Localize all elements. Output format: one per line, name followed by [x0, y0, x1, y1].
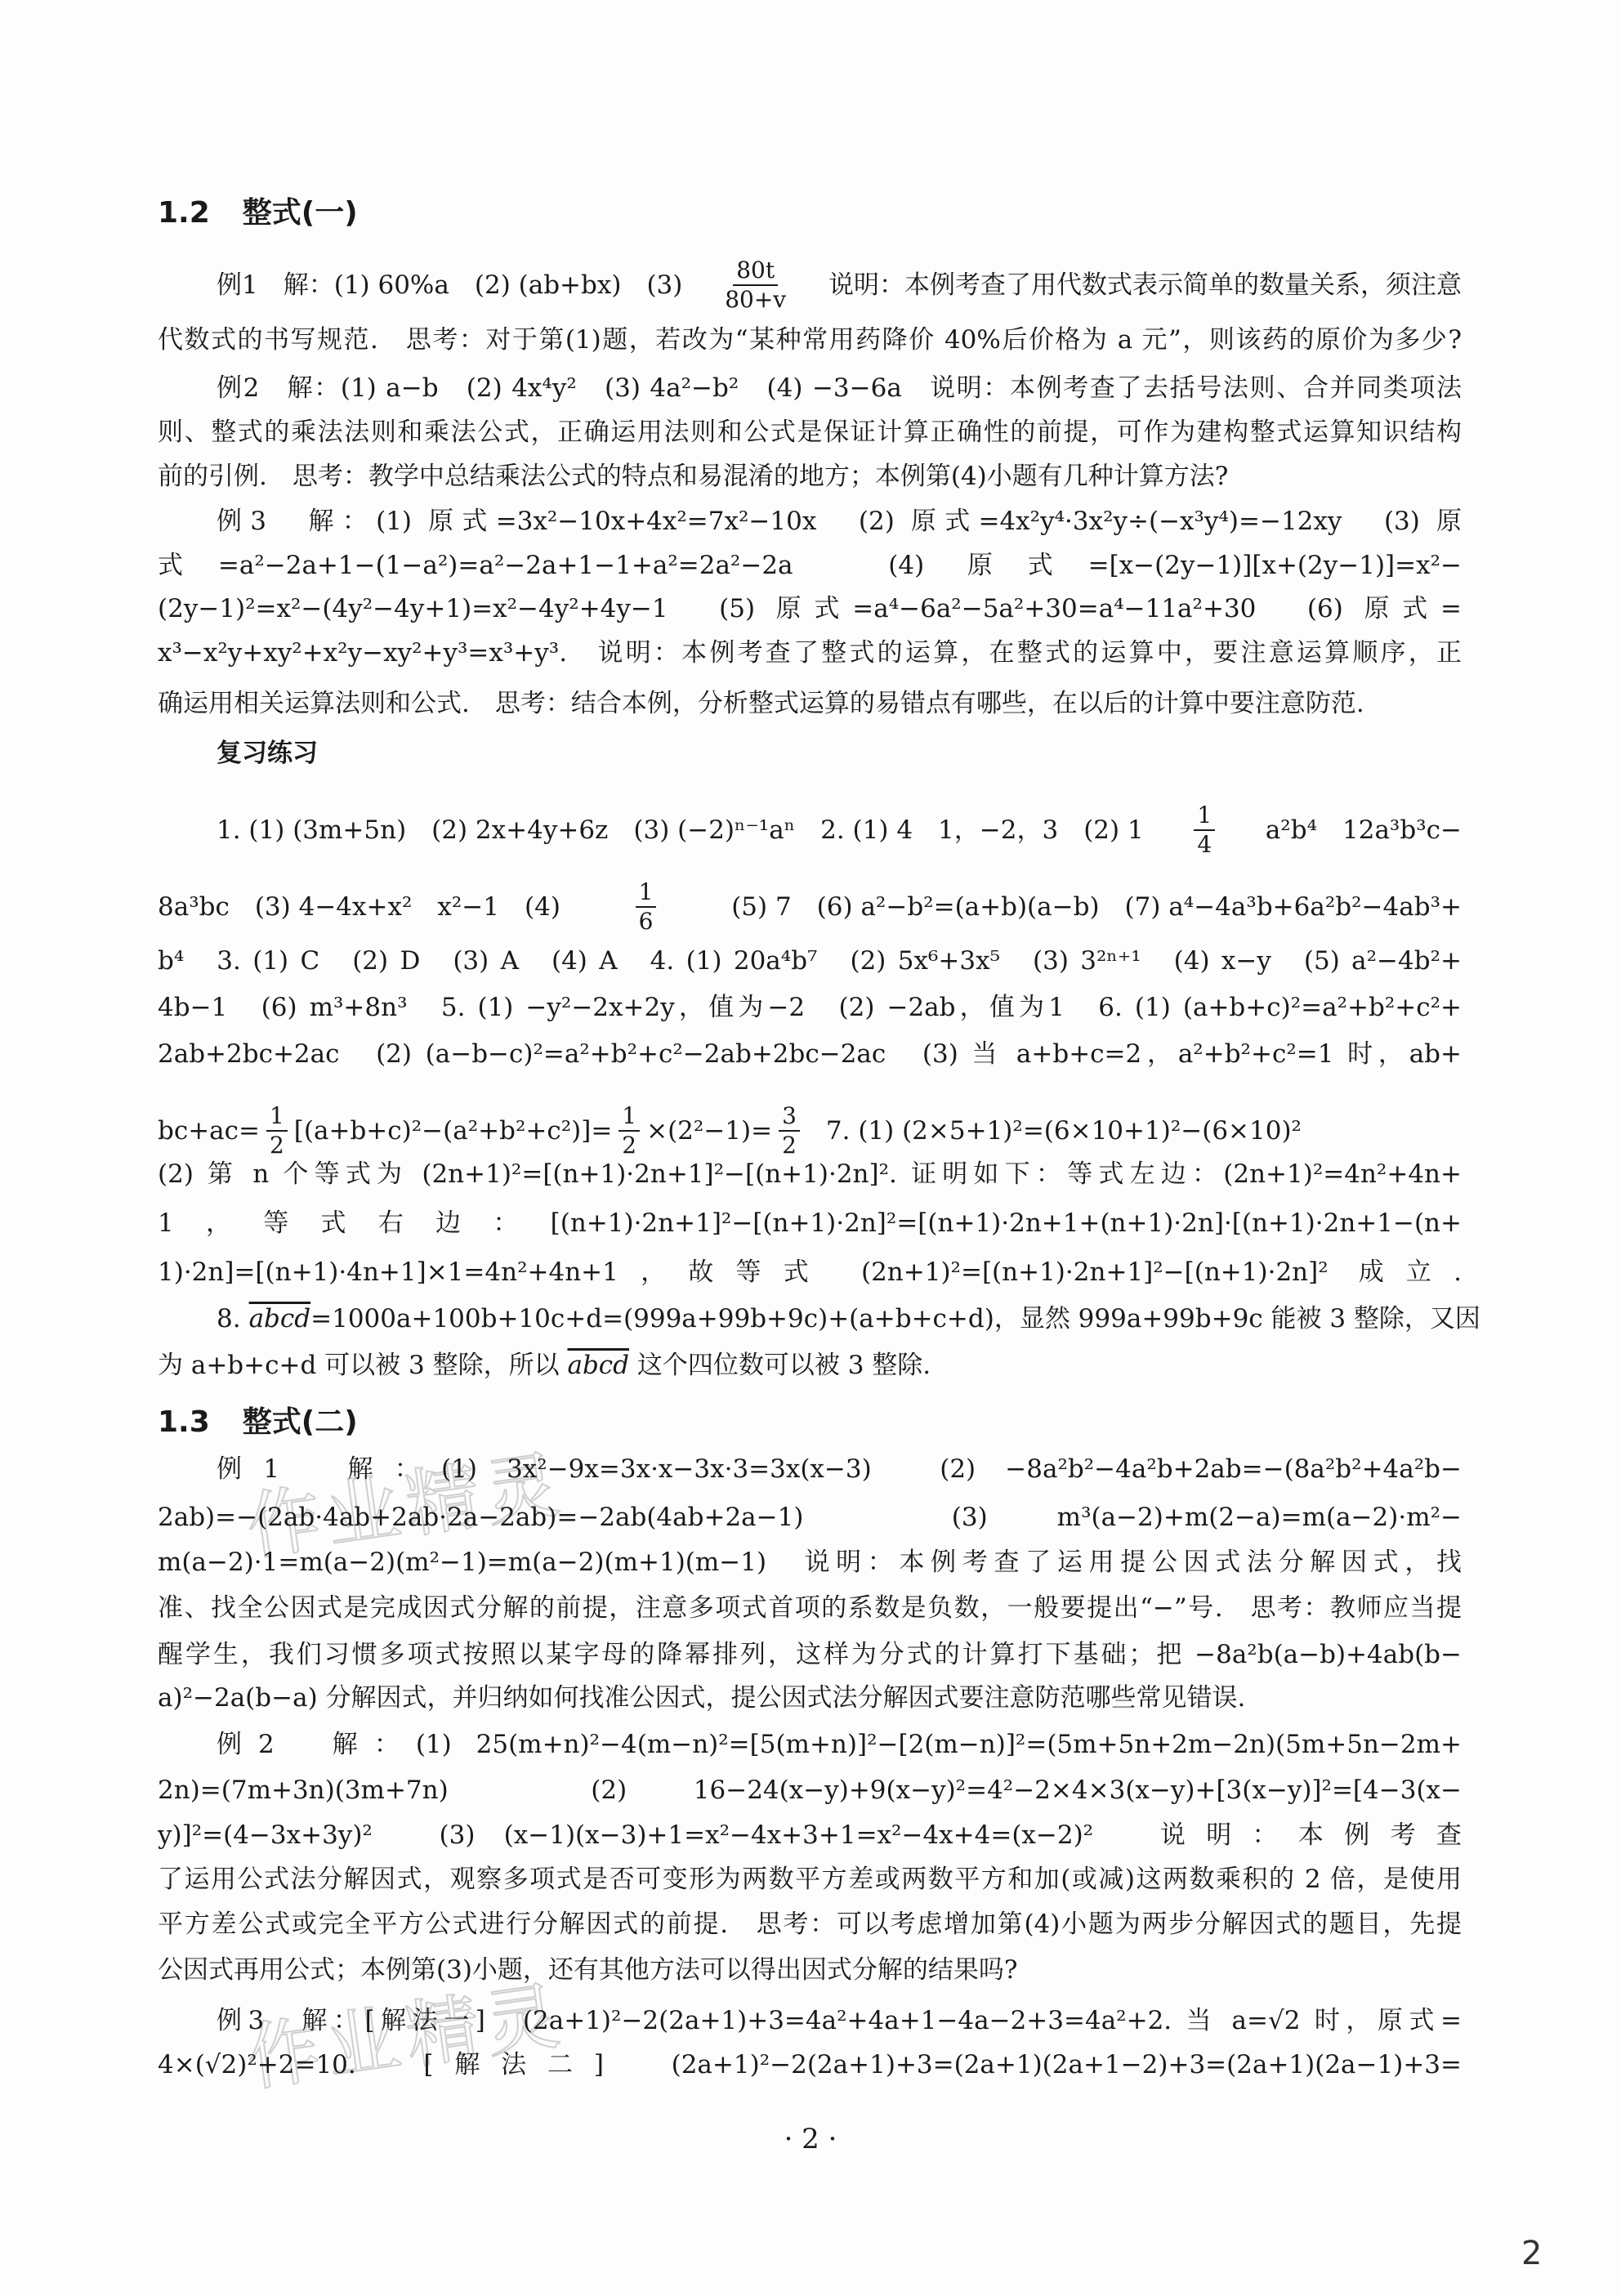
fraction [618, 1102, 640, 1159]
section-number: 1.3 [158, 1405, 210, 1439]
fraction [779, 1102, 800, 1159]
example-3-line: 例3 解：[解法一] (2a+1)²−2(2a+1)+3=4a²+4a+1−4a−2+3=4a²+2. 当 a=√2 时，原式= [217, 2006, 1462, 2035]
fraction [636, 878, 657, 936]
example-1-line: 例1 解：(1) 3x²−9x=3x·x−3x·3=3x(x−3) (2) −8a²b²−4a²b+2ab=−(8a²b²+4a²b− [217, 1454, 1462, 1484]
text: 7. (1) (2×5+1)²=(6×10+1)²−(6×10)² [825, 1116, 1302, 1146]
denominator: 2 [269, 1132, 284, 1159]
text-line: 式=a²−2a+1−(1−a²)=a²−2a+1−1+a²=2a²−2a (4) 原式=[x−(2y−1)][x+(2y−1)]=x²− [158, 551, 1462, 580]
text-line: (2y−1)²=x²−(4y²−4y+1)=x²−4y²+4y−1 (5) 原式=a⁴−6a²−5a²+30=a⁴−11a²+30 (6) 原式= [158, 594, 1462, 623]
review-line: b⁴ 3. (1) C (2) D (3) A (4) A 4. (1) 20a⁴b⁷ (2) 5x⁶+3x⁵ (3) 3²ⁿ⁺¹ (4) x−y (5) a²−4b²+ [158, 946, 1462, 976]
review-line: 1)·2n]=[(n+1)·4n+1]×1=4n²+4n+1，故等式 (2n+1)²=[(n+1)·2n+1]²−[(n+1)·2n]² 成立. [158, 1257, 1462, 1287]
fraction [266, 1102, 288, 1159]
text-line: 前的引例. 思考：教学中总结乘法公式的特点和易混淆的地方；本例第(4)小题有几种计算方法? [158, 462, 1229, 491]
example-2-line: 例2 解：(1) a−b (2) 4x⁴y² (3) 4a²−b² (4) −3−6a 说明：本例考查了去括号法则、合并同类项法 [217, 373, 1462, 403]
denominator: 4 [1197, 831, 1212, 858]
text: a²b⁴ 12a³b³c− [1265, 815, 1462, 845]
text-line: 平方差公式或完全平方公式进行分解因式的前提. 思考：可以考虑增加第(4)小题为两步分解因式的题目，先提 [158, 1910, 1462, 1939]
page-number: · 2 · [784, 2123, 837, 2155]
text: ×(2²−1)= [646, 1116, 773, 1146]
review-line: 1，等式右边：[(n+1)·2n+1]²−[(n+1)·2n]²=[(n+1)·2n+1+(n+1)·2n]·[(n+1)·2n+1−(n+ [158, 1208, 1462, 1238]
review-line [217, 802, 1462, 859]
text-line: a)²−2a(b−a) 分解因式，并归纳如何找准公因式，提公因式法分解因式要注意防范哪些常见错误. [158, 1683, 1246, 1713]
review-line [217, 1302, 1480, 1335]
numerator: 1 [618, 1102, 640, 1132]
section-heading-1-2 [158, 190, 358, 231]
example-3-line: 例3 解：(1) 原式=3x²−10x+4x²=7x²−10x (2) 原式=4x²y⁴·3x²y÷(−x³y⁴)=−12xy (3) 原 [217, 507, 1462, 536]
numerator: 1 [1194, 802, 1215, 831]
overlined-number: abcd [567, 1351, 630, 1380]
review-heading: 复习练习 [217, 739, 318, 768]
text: 8. [217, 1304, 241, 1333]
denominator: 2 [622, 1132, 637, 1159]
text-line: x³−x²y+xy²+x²y−xy²+y³=x³+y³. 说明：本例考查了整式的运算，在整式的运算中，要注意运算顺序，正 [158, 638, 1462, 668]
example-2-line: 例2 解：(1) 25(m+n)²−4(m−n)²=[5(m+n)]²−[2(m−n)]²=(5m+5n+2m−2n)(5m+5n−2m+ [217, 1730, 1462, 1759]
section-title: 整式(二) [242, 1405, 358, 1439]
section-title: 整式(一) [242, 196, 358, 230]
text: 这个四位数可以被 3 整除. [636, 1351, 931, 1380]
text: 为 a+b+c+d 可以被 3 整除，所以 [158, 1351, 560, 1380]
numerator: 3 [779, 1102, 800, 1132]
text: [(a+b+c)²−(a²+b²+c²)]= [293, 1116, 613, 1146]
review-line [158, 1102, 1302, 1159]
text: 8a³bc (3) 4−4x+x² x²−1 (4) [158, 892, 560, 922]
text: (5) 7 (6) a²−b²=(a+b)(a−b) (7) a⁴−4a³b+6a²b²−4ab³+ [731, 892, 1462, 922]
fraction [725, 257, 786, 314]
text-line: 了运用公式法分解因式，观察多项式是否可变形为两数平方差或两数平方和加(或减)这两数乘积的 2 倍，是使用 [158, 1865, 1462, 1894]
text: 1. (1) (3m+5n) (2) 2x+4y+6z (3) (−2)ⁿ⁻¹aⁿ 2. (1) 4 1，−2，3 (2) 1 [217, 815, 1144, 845]
text: 说明：本例考查了用代数式表示简单的数量关系，须注意 [828, 270, 1462, 300]
review-line [158, 878, 1462, 936]
text-line: 2ab)=−(2ab·4ab+2ab·2a−2ab)=−2ab(4ab+2a−1) (3) m³(a−2)+m(2−a)=m(a−2)·m²− [158, 1503, 1462, 1532]
review-line: 2ab+2bc+2ac (2) (a−b−c)²=a²+b²+c²−2ab+2bc−2ac (3) 当 a+b+c=2，a²+b²+c²=1 时，ab+ [158, 1039, 1462, 1069]
corner-page-number: 2 [1521, 2235, 1543, 2272]
example-1-line [217, 257, 1462, 314]
numerator: 1 [266, 1102, 288, 1132]
section-number: 1.2 [158, 196, 210, 230]
text-line: 4×(√2)²+2=10. [解法二] (2a+1)²−2(2a+1)+3=(2a+1)(2a+1−2)+3=(2a+1)(2a−1)+3= [158, 2050, 1462, 2079]
numerator: 1 [636, 878, 657, 908]
denominator: 2 [782, 1132, 797, 1159]
text: bc+ac= [158, 1116, 260, 1146]
section-heading-1-3 [158, 1399, 358, 1441]
text: =1000a+100b+10c+d=(999a+99b+9c)+(a+b+c+d)，显然 999a+99b+9c 能被 3 整除，又因 [310, 1304, 1480, 1333]
text-line: 2n)=(7m+3n)(3m+7n) (2) 16−24(x−y)+9(x−y)²=4²−2×4×3(x−y)+[3(x−y)]²=[4−3(x− [158, 1776, 1462, 1805]
watermark: 作业精灵 [241, 1972, 571, 2102]
text-line: 则、整式的乘法法则和乘法公式，正确运用法则和公式是保证计算正确性的前提，可作为建构整式运算知识结构 [158, 418, 1462, 447]
text-line: 公因式再用公式；本例第(3)小题，还有其他方法可以得出因式分解的结果吗? [158, 1955, 1018, 1985]
review-line: 4b−1 (6) m³+8n³ 5. (1) −y²−2x+2y，值为−2 (2) −2ab，值为1 6. (1) (a+b+c)²=a²+b²+c²+ [158, 993, 1462, 1022]
text-line: 醒学生，我们习惯多项式按照以某字母的降幂排列，这样为分式的计算打下基础；把 −8a²b(a−b)+4ab(b− [158, 1640, 1462, 1669]
denominator: 6 [638, 908, 654, 935]
text-line: y)]²=(4−3x+3y)² (3) (x−1)(x−3)+1=x²−4x+3+1=x²−4x+4=(x−2)² 说明：本例考查 [158, 1820, 1462, 1850]
text-line: 代数式的书写规范. 思考：对于第(1)题，若改为“某种常用药降价 40%后价格为 a 元”，则该药的原价为多少? [158, 325, 1462, 355]
text-line: 准、找全公因式是完成因式分解的前提，注意多项式首项的系数是负数，一般要提出“−”号. 思考：教师应当提 [158, 1593, 1462, 1623]
review-line [158, 1349, 1462, 1382]
overlined-number: abcd [248, 1304, 311, 1333]
watermark: 作业精灵 [241, 1441, 571, 1571]
text-line: m(a−2)·1=m(a−2)(m²−1)=m(a−2)(m+1)(m−1) 说明：本例考查了运用提公因式法分解因式，找 [158, 1548, 1462, 1577]
text-line: 确运用相关运算法则和公式. 思考：结合本例，分析整式运算的易错点有哪些，在以后的计算中要注意防范. [158, 689, 1364, 718]
review-line: (2) 第 n 个等式为 (2n+1)²=[(n+1)·2n+1]²−[(n+1)·2n]². 证明如下：等式左边：(2n+1)²=4n²+4n+ [158, 1159, 1462, 1189]
numerator: 80t [733, 257, 778, 286]
denominator: 80+v [725, 286, 787, 313]
fraction [1194, 802, 1215, 859]
text: 例1 解：(1) 60%a (2) (ab+bx) (3) [217, 270, 683, 300]
